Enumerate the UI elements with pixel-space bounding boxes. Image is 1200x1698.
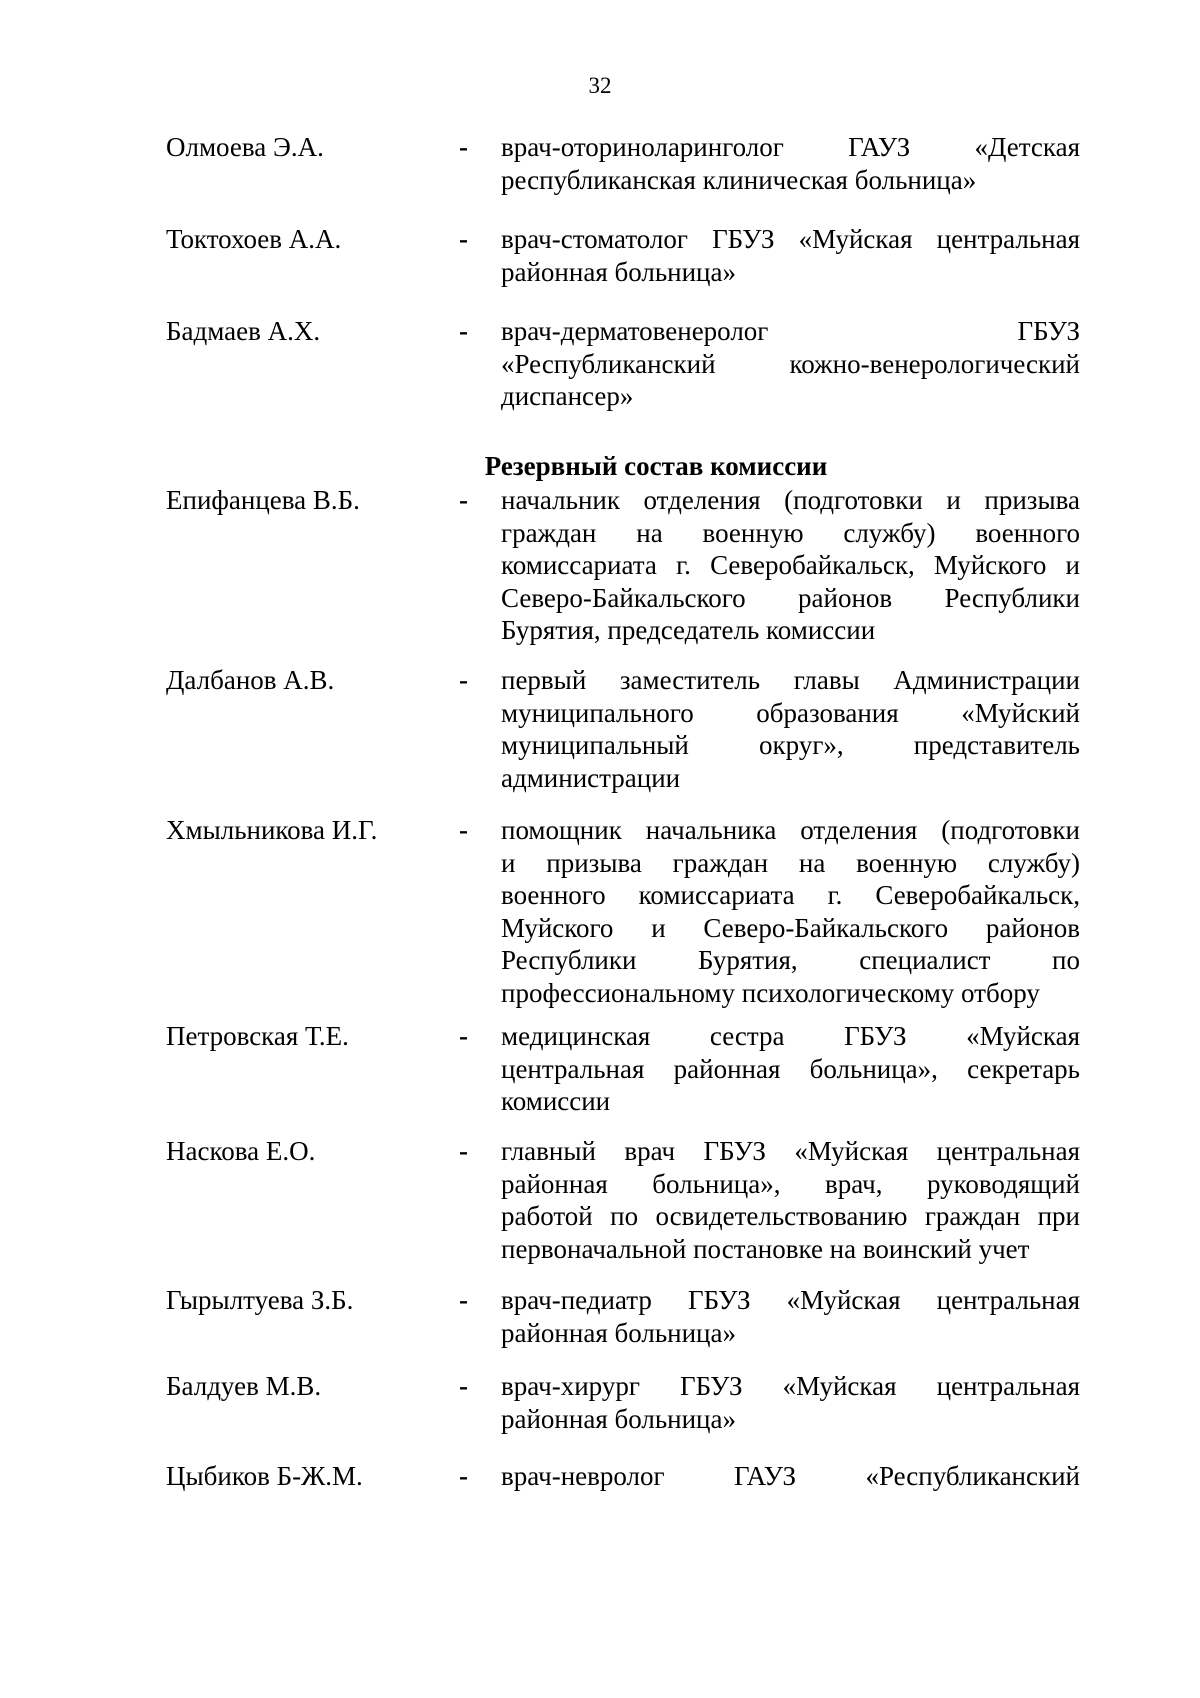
position-line: районная больница» [501,1403,736,1434]
dash-separator: - [459,665,468,695]
dash-separator: - [459,1021,468,1051]
position-line: Муйского и Северо-Байкальского районов [501,912,1080,943]
position-line: профессиональному психологическому отбору [501,977,1040,1008]
member-position [501,1370,1080,1435]
dash-separator: - [459,815,468,845]
dash-separator: - [459,224,468,254]
member-name: Наскова Е.О. [166,1136,316,1166]
member-name: Петровская Т.Е. [166,1021,349,1051]
position-line: врач-хирург ГБУЗ «Муйская центральная [501,1371,1080,1401]
dash-separator: - [459,1461,468,1491]
member-position [501,814,1080,1009]
member-entry [166,315,1080,413]
member-position [501,1284,1080,1349]
position-line: военного комиссариата г. Северобайкальск, [501,880,1080,910]
position-line: Северо-Байкальского районов Республики [501,582,1080,613]
position-line: диспансер» [501,381,634,411]
member-name: Бадмаев А.Х. [166,316,321,346]
member-entry [166,814,1080,1009]
dash-separator: - [459,316,468,346]
position-line: первый заместитель главы Администрации [501,665,1080,695]
position-line: врач-педиатр ГБУЗ «Муйская центральная [501,1285,1080,1315]
member-position [501,484,1080,647]
position-line: и призыва граждан на военную службу) [501,847,1080,878]
member-position [501,315,1080,413]
position-line: администрации [501,762,681,793]
member-entry [166,664,1080,794]
position-line: граждан на военную службу) военного [501,517,1080,548]
position-line: помощник начальника отделения (подготовки [501,815,1080,845]
member-entry [166,1460,1080,1493]
member-name: Токтохоев А.А. [166,224,342,254]
position-line: районная больница» [501,1317,736,1348]
member-name: Хмыльникова И.Г. [166,815,378,845]
position-line: врач-стоматолог ГБУЗ «Муйская центральная [501,224,1080,254]
position-line: районная больница» [501,256,736,287]
member-entry [166,1020,1080,1118]
member-name: Гырылтуева З.Б. [166,1285,354,1315]
dash-separator: - [459,132,468,162]
position-line: Республики Бурятия, специалист по [501,945,1080,975]
page-number: 32 [588,73,612,98]
member-entry [166,484,1080,647]
member-name: Цыбиков Б-Ж.М. [166,1461,363,1491]
position-line: врач-оториноларинголог ГАУЗ «Детская [501,132,1080,162]
dash-separator: - [459,1371,468,1401]
dash-separator: - [459,485,468,515]
position-line: комиссии [501,1086,611,1116]
position-line: начальник отделения (подготовки и призыва [501,485,1080,515]
dash-separator: - [459,1285,468,1315]
position-line: комиссариата г. Северобайкальск, Муйского и [501,550,1080,580]
member-name: Далбанов А.В. [166,665,335,695]
position-line: врач-дерматовенеролог ГБУЗ [501,316,1080,346]
member-entry [166,223,1080,288]
member-name: Балдуев М.В. [166,1371,322,1401]
section-heading: Резервный состав комиссии [484,451,828,481]
position-line: врач-невролог ГАУЗ «Республиканский [501,1461,1080,1491]
position-line: центральная районная больница», секретарь [501,1053,1080,1084]
member-entry [166,1370,1080,1435]
dash-separator: - [459,1136,468,1166]
member-entry [166,1284,1080,1349]
position-line: муниципального образования «Муйский [501,697,1080,728]
position-line: республиканская клиническая больница» [501,164,977,195]
member-position [501,223,1080,288]
position-line: главный врач ГБУЗ «Муйская центральная [501,1136,1080,1166]
position-line: первоначальной постановке на воинский учет [501,1233,1030,1264]
member-entry [166,131,1080,196]
member-position [501,131,1080,196]
member-name: Олмоева Э.А. [166,132,324,162]
member-position [501,1020,1080,1118]
member-position [501,1460,1080,1493]
position-line: «Республиканский кожно-венерологический [501,348,1080,379]
member-position [501,1135,1080,1265]
position-line: работой по освидетельствованию граждан при [501,1201,1080,1231]
position-line: муниципальный округ», представитель [501,730,1080,760]
member-name: Епифанцева В.Б. [166,485,360,515]
position-line: медицинская сестра ГБУЗ «Муйская [501,1021,1080,1051]
member-entry [166,1135,1080,1265]
position-line: районная больница», врач, руководящий [501,1168,1080,1199]
member-position [501,664,1080,794]
position-line: Бурятия, председатель комиссии [501,615,876,645]
